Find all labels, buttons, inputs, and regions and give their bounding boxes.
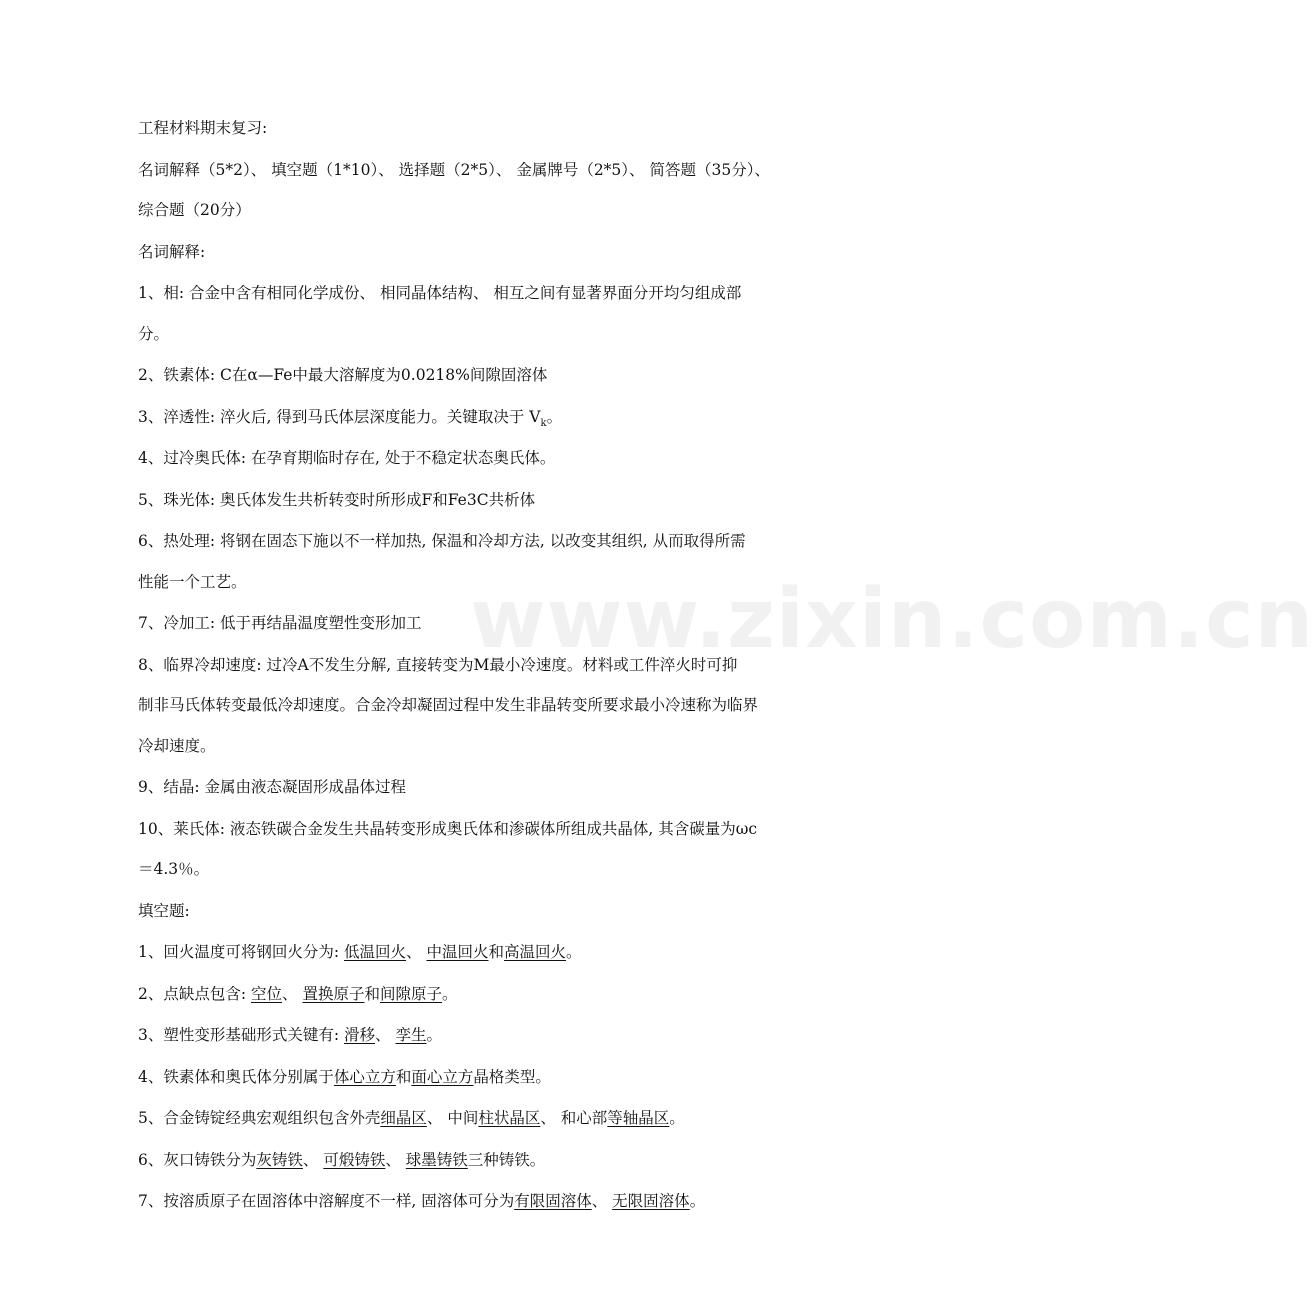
definition-6-line-1: 6、热处理: 将钢在固态下施以不一样加热, 保温和冷却方法, 以改变其组织, 从而取得所需 (138, 532, 746, 550)
fill-in-2-answer-3: 间隙原子 (380, 984, 443, 1003)
definition-7: 7、冷加工: 低于再结晶温度塑性变形加工 (138, 614, 422, 632)
document-body (138, 118, 788, 1233)
definition-2: 2、铁素体: C在α—Fe中最大溶解度为0.0218%间隙固溶体 (138, 366, 548, 384)
fill-in-4 (138, 1067, 788, 1087)
fill-in-5-answer-3: 等轴晶区 (607, 1109, 670, 1127)
fill-in-5-mid: 、 中间 (426, 1109, 479, 1127)
fill-in-1-answer-2: 中温回火 (426, 943, 489, 961)
fill-in-2-answer-1: 空位 (251, 984, 283, 1003)
definition-5: 5、珠光体: 奥氏体发生共析转变时所形成F和Fe3C共析体 (138, 490, 536, 509)
definition-6-line-2: 性能一个工艺。 (138, 572, 247, 591)
fill-in-6-answer-3: 球墨铸铁 (405, 1150, 468, 1169)
exam-structure-line-2: 综合题（20分） (138, 201, 251, 219)
fill-in-3 (138, 1025, 788, 1045)
fill-in-2 (138, 984, 788, 1004)
fill-in-3-sep: 、 (375, 1026, 396, 1044)
fill-in-4-end: 晶格类型。 (473, 1067, 551, 1086)
fill-in-5-end: 。 (669, 1109, 685, 1127)
fill-in-6 (138, 1150, 788, 1170)
fill-in-5-text: 5、合金铸锭经典宏观组织包含外壳 (138, 1109, 381, 1127)
fill-in-4-answer-1: 体心立方 (333, 1067, 396, 1086)
fill-in-1-answer-3: 高温回火 (504, 943, 567, 961)
section-heading-definitions: 名词解释: (138, 242, 206, 261)
fill-in-5-answer-1: 细晶区 (380, 1109, 427, 1127)
fill-in-6-sep-2: 、 (385, 1150, 406, 1169)
fill-in-1-answer-1: 低温回火 (344, 943, 407, 961)
fill-in-7-sep: 、 (591, 1192, 613, 1210)
fill-in-3-answer-2: 孪生 (395, 1026, 427, 1044)
definition-4: 4、过冷奥氏体: 在孕育期临时存在, 处于不稳定状态奥氏体。 (138, 449, 556, 467)
fill-in-3-end: 。 (426, 1026, 442, 1044)
fill-in-1-end: 。 (566, 943, 582, 961)
fill-in-4-answer-2: 面心立方 (411, 1067, 474, 1086)
fill-in-5-core: 、 和心部 (540, 1109, 608, 1127)
fill-in-2-and: 和 (364, 984, 380, 1003)
fill-in-2-end: 。 (442, 984, 458, 1003)
fill-in-2-sep: 、 (282, 984, 303, 1003)
definition-3-subscript: k (540, 417, 547, 429)
doc-title: 工程材料期末复习: (138, 119, 268, 137)
fill-in-5-answer-2: 柱状晶区 (478, 1109, 541, 1127)
fill-in-7-answer-1: 有限固溶体 (514, 1192, 592, 1210)
fill-in-6-answer-1: 灰铸铁 (256, 1150, 303, 1169)
fill-in-7-end: 。 (689, 1192, 706, 1210)
fill-in-1 (138, 942, 788, 962)
definition-1-line-1: 1、相: 合金中含有相同化学成份、 相同晶体结构、 相互之间有显著界面分开均匀组成部 (138, 284, 742, 302)
definition-3 (138, 407, 788, 427)
definition-8-line-3: 冷却速度。 (138, 736, 216, 755)
fill-in-7-text: 7、按溶质原子在固溶体中溶解度不一样, 固溶体可分为 (138, 1192, 515, 1210)
fill-in-6-end: 三种铸铁。 (467, 1150, 546, 1169)
fill-in-2-answer-2: 置换原子 (302, 984, 365, 1003)
definition-3-end: 。 (546, 407, 563, 426)
fill-in-6-sep-1: 、 (302, 1150, 324, 1169)
definition-10-line-1: 10、莱氏体: 液态铁碳合金发生共晶转变形成奥氏体和渗碳体所组成共晶体, 其含碳量为ωc (138, 819, 758, 838)
fill-in-6-text: 6、灰口铸铁分为 (138, 1150, 257, 1169)
definition-8-line-1: 8、临界冷却速度: 过冷A不发生分解, 直接转变为M最小冷速度。材料或工件淬火时可抑 (138, 655, 738, 674)
fill-in-7 (138, 1191, 788, 1211)
fill-in-7-answer-2: 无限固溶体 (612, 1192, 690, 1210)
fill-in-2-text: 2、点缺点包含: (138, 984, 252, 1003)
definition-10-line-2: ＝4.3％。 (138, 860, 210, 878)
definition-1-line-2: 分。 (138, 324, 170, 343)
exam-structure-line-1: 名词解释（5*2）、 填空题（1*10）、 选择题（2*5）、 金属牌号（2*5）、 简答题（35分）、 (138, 160, 770, 179)
fill-in-1-text: 1、回火温度可将钢回火分为: (138, 943, 345, 961)
definition-9: 9、结晶: 金属由液态凝固形成晶体过程 (138, 778, 407, 796)
fill-in-4-and: 和 (395, 1067, 412, 1086)
fill-in-1-sep: 、 (406, 943, 427, 961)
watermark-text: www.zixin.com.cn (470, 572, 1314, 667)
section-heading-fill-in: 填空题: (138, 901, 190, 920)
fill-in-3-text: 3、塑性变形基础形式关键有: (138, 1026, 345, 1044)
fill-in-4-text: 4、铁素体和奥氏体分别属于 (138, 1067, 334, 1086)
fill-in-6-answer-2: 可煅铸铁 (323, 1150, 386, 1169)
definition-3-text: 3、淬透性: 淬火后, 得到马氏体层深度能力。关键取决于 V (138, 407, 541, 426)
definition-8-line-2: 制非马氏体转变最低冷却速度。合金冷却凝固过程中发生非晶转变所要求最小冷速称为临界 (138, 696, 759, 714)
fill-in-1-and: 和 (488, 943, 504, 961)
fill-in-5 (138, 1108, 788, 1128)
fill-in-3-answer-1: 滑移 (344, 1026, 376, 1044)
